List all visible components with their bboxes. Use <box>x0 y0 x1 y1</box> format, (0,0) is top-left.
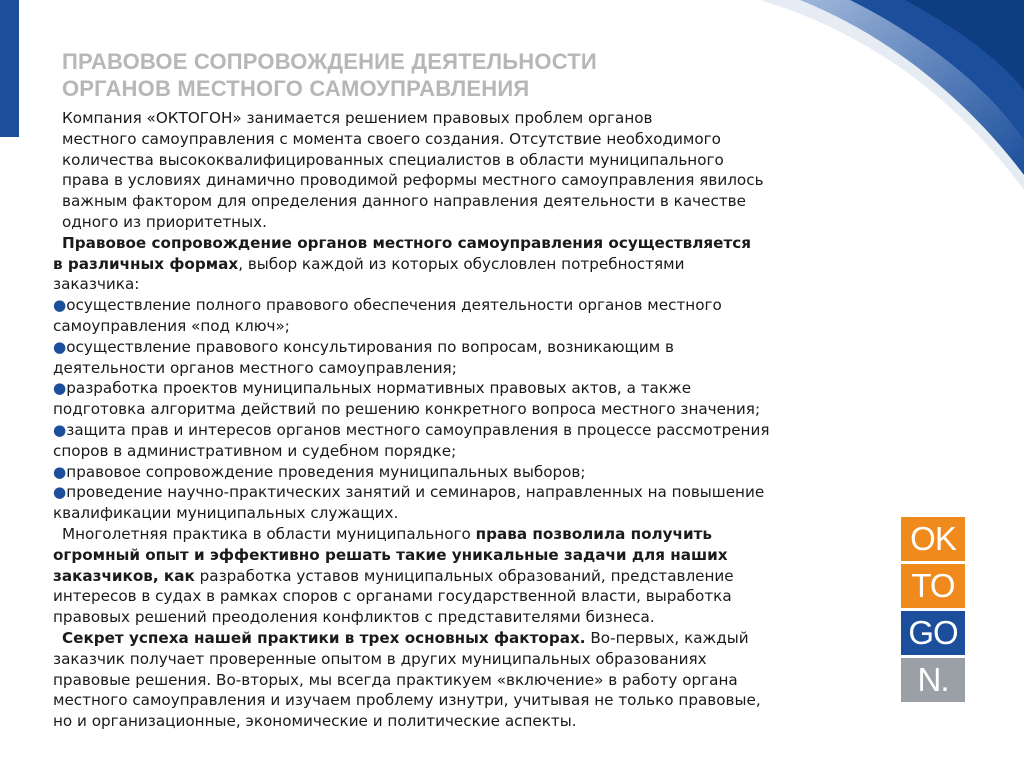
secret-text: заказчик получает проверенные опытом в других муниципальных образованиях <box>53 649 707 668</box>
secret-paragraph <box>53 628 853 732</box>
intro-paragraph <box>53 108 853 233</box>
list-item <box>53 482 853 524</box>
forms-heading-end: в различных формах <box>53 254 239 273</box>
practice-text: правовых решений преодоления конфликтов с представителями бизнеса. <box>53 608 655 627</box>
list-item-text: разработка проектов муниципальных нормативных правовых актов, а также <box>66 379 692 398</box>
secret-text: местного самоуправления и изучаем проблему изнутри, учитывая не только правовые, <box>53 691 761 710</box>
bullet-dot-icon: ● <box>53 420 67 439</box>
bullet-dot-icon: ● <box>53 337 67 356</box>
secret-text: Во-первых, каждый <box>585 628 749 647</box>
list-item <box>53 462 853 483</box>
practice-text: интересов в судах в рамках споров с органами государственной власти, выработка <box>53 587 732 606</box>
practice-paragraph <box>53 524 853 628</box>
secret-bold: Секрет успеха нашей практики в трех основных факторах. <box>62 628 586 647</box>
list-item-text: защита прав и интересов органов местного самоуправления в процессе рассмотрения <box>66 420 770 439</box>
practice-bold: права позволила получить <box>475 524 713 543</box>
forms-text: заказчика: <box>53 275 140 294</box>
page-title <box>62 48 597 102</box>
forms-text: , выбор каждой из которых обусловлен потребностями <box>238 254 685 273</box>
list-item <box>53 420 853 462</box>
intro-line: права в условиях динамично проводимой реформы местного самоуправления явилось <box>62 171 764 190</box>
list-item-text: споров в административном и судебном порядке; <box>53 441 457 460</box>
logo-tile-go: GO <box>901 611 965 655</box>
practice-text: разработка уставов муниципальных образований, представление <box>194 566 734 585</box>
secret-text: правовые решения. Во-вторых, мы всегда практикуем «включение» в работу органа <box>53 670 738 689</box>
list-item-text: осуществление правового консультирования по вопросам, возникающим в <box>66 337 674 356</box>
logo-tile-n: N. <box>901 658 965 702</box>
oktogon-logo <box>901 517 965 705</box>
list-item-text: деятельности органов местного самоуправления; <box>53 358 457 377</box>
practice-text: Многолетняя практика в области муниципального <box>62 524 476 543</box>
list-item-text: подготовка алгоритма действий по решению конкретного вопроса местного значения; <box>53 400 761 419</box>
practice-bold: заказчиков, как <box>53 566 195 585</box>
bullet-dot-icon: ● <box>53 462 67 481</box>
list-item-text: осуществление полного правового обеспечения деятельности органов местного <box>66 296 722 315</box>
title-line-2: ОРГАНОВ МЕСТНОГО САМОУПРАВЛЕНИЯ <box>62 76 530 101</box>
secret-text: но и организационные, экономические и политические аспекты. <box>53 712 577 731</box>
logo-tile-to: TO <box>901 564 965 608</box>
list-item <box>53 295 853 337</box>
logo-tile-ok: OK <box>901 517 965 561</box>
intro-line: Компания «ОКТОГОН» занимается решением правовых проблем органов <box>62 109 653 127</box>
practice-bold: огромный опыт и эффективно решать такие уникальные задачи для наших <box>53 545 728 564</box>
list-item-text: правовое сопровождение проведения муниципальных выборов; <box>66 462 586 481</box>
list-item-text: проведение научно-практических занятий и семинаров, направленных на повышение <box>66 483 765 502</box>
title-line-1: ПРАВОВОЕ СОПРОВОЖДЕНИЕ ДЕЯТЕЛЬНОСТИ <box>62 49 597 74</box>
list-item-text: самоуправления «под ключ»; <box>53 316 290 335</box>
bullet-dot-icon: ● <box>53 296 67 315</box>
bullet-dot-icon: ● <box>53 483 67 502</box>
forms-heading: Правовое сопровождение органов местного самоуправления осуществляется <box>62 233 752 252</box>
list-item-text: квалификации муниципальных служащих. <box>53 504 399 523</box>
intro-line: местного самоуправления с момента своего создания. Отсутствие необходимого <box>62 129 721 148</box>
list-item <box>53 378 853 420</box>
intro-line: количества высококвалифицированных специалистов в области муниципального <box>62 150 724 169</box>
body-text <box>53 108 853 732</box>
list-item <box>53 337 853 379</box>
forms-paragraph <box>53 233 853 295</box>
intro-line: важным фактором для определения данного направления деятельности в качестве <box>62 192 746 211</box>
bullet-dot-icon: ● <box>53 379 67 398</box>
intro-line: одного из приоритетных. <box>62 212 267 231</box>
